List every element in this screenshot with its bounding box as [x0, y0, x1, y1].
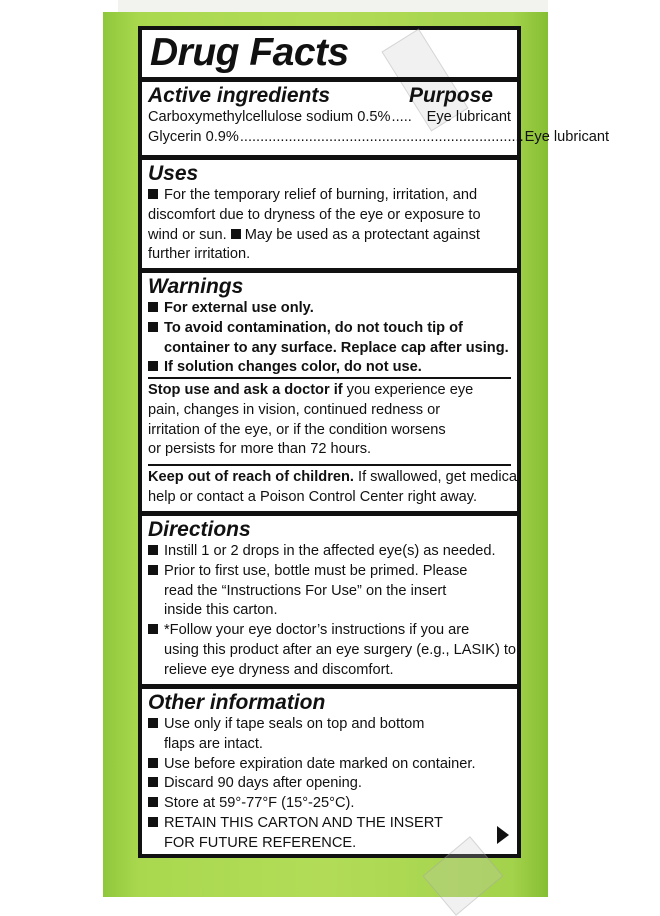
directions-section [148, 518, 517, 681]
ingredient-row [148, 108, 511, 128]
keep-out-section [148, 468, 521, 508]
active-ingredients-section [148, 84, 610, 148]
stop-use-text: pain, changes in vision, continued redness or [148, 401, 441, 418]
warnings-heading: Warnings [148, 275, 244, 298]
stop-use-text: irritation of the eye, or if the condition worsens [148, 421, 446, 438]
bullet-square-icon [231, 229, 241, 239]
other-information-heading: Other information [148, 691, 326, 714]
keep-out-lead: Keep out of reach of children. [148, 469, 354, 485]
warning-text: If solution changes color, do not use. [164, 359, 422, 376]
ingredient-row [148, 128, 610, 148]
directions-text: using this product after an eye surgery (e.g., LASIK) to [164, 641, 517, 658]
leader-dots: ..... [391, 109, 412, 125]
uses-section [148, 162, 511, 265]
directions-text: read the “Instructions For Use” on the insert [164, 582, 447, 599]
uses-text: May be used as a protectant against [244, 226, 480, 243]
bullet-square-icon [148, 718, 158, 728]
divider [142, 684, 517, 689]
drug-facts-panel [138, 26, 610, 858]
active-ingredients-heading: Active ingredients [148, 84, 331, 107]
directions-heading: Directions [148, 518, 251, 541]
warning-text: For external use only. [164, 300, 314, 316]
divider [148, 464, 511, 466]
directions-text: *Follow your eye doctor’s instructions if you are [164, 622, 470, 639]
directions-text: relieve eye dryness and discomfort. [164, 661, 394, 678]
ingredient-purpose: Eye lubricant [426, 109, 511, 125]
bullet-square-icon [148, 302, 158, 312]
bullet-square-icon [148, 624, 158, 634]
keep-out-text: If swallowed, get medical [353, 469, 521, 485]
leader-dots: ...................................................................... [239, 128, 524, 145]
other-info-text: Use before expiration date marked on container. [164, 755, 476, 772]
other-information-section [148, 691, 511, 854]
purpose-heading: Purpose [408, 84, 493, 107]
bullet-square-icon [148, 361, 158, 371]
bullet-square-icon [148, 565, 158, 575]
divider [142, 155, 517, 160]
other-info-text: Use only if tape seals on top and bottom [164, 716, 425, 732]
bullet-square-icon [148, 777, 158, 787]
uses-text: discomfort due to dryness of the eye or exposure to [148, 206, 481, 223]
bullet-square-icon [148, 322, 158, 332]
divider [142, 268, 517, 273]
stop-use-text: you experience eye [342, 382, 474, 398]
bullet-square-icon [148, 758, 158, 768]
divider [142, 511, 517, 516]
bullet-square-icon [148, 189, 158, 199]
stop-use-text: or persists for more than 72 hours. [148, 441, 372, 458]
bullet-square-icon [148, 797, 158, 807]
other-info-text: Discard 90 days after opening. [164, 775, 362, 792]
other-info-text: Store at 59°-77°F (15°-25°C). [164, 795, 355, 812]
directions-text: Prior to first use, bottle must be primed. Please [164, 562, 468, 579]
uses-text: further irritation. [148, 246, 251, 263]
warning-text: container to any surface. Replace cap after using. [164, 339, 509, 356]
uses-text: wind or sun. [148, 226, 227, 243]
other-info-text: flaps are intact. [164, 735, 263, 752]
warnings-section [148, 275, 511, 378]
bullet-square-icon [148, 817, 158, 827]
divider [142, 77, 517, 82]
other-info-text: RETAIN THIS CARTON AND THE INSERT [164, 814, 443, 831]
ingredient-name: Carboxymethylcellulose sodium 0.5% [148, 109, 391, 125]
other-info-text: FOR FUTURE REFERENCE. [164, 834, 357, 851]
continue-arrow-icon [497, 826, 509, 844]
keep-out-text: help or contact a Poison Control Center right away. [148, 488, 478, 505]
warning-text: To avoid contamination, do not touch tip of [164, 319, 463, 336]
directions-text: inside this carton. [164, 602, 278, 619]
ingredient-name: Glycerin 0.9% [148, 128, 239, 145]
divider [148, 377, 511, 379]
stop-use-lead: Stop use and ask a doctor if [148, 382, 343, 398]
uses-text: For the temporary relief of burning, irritation, and [164, 187, 478, 203]
uses-heading: Uses [148, 162, 199, 185]
drug-facts-title: Drug Facts [150, 31, 349, 74]
directions-text: Instill 1 or 2 drops in the affected eye(s) as needed. [164, 543, 496, 559]
stop-use-section [148, 381, 511, 460]
bullet-square-icon [148, 545, 158, 555]
ingredient-purpose: Eye lubricant [524, 128, 610, 145]
